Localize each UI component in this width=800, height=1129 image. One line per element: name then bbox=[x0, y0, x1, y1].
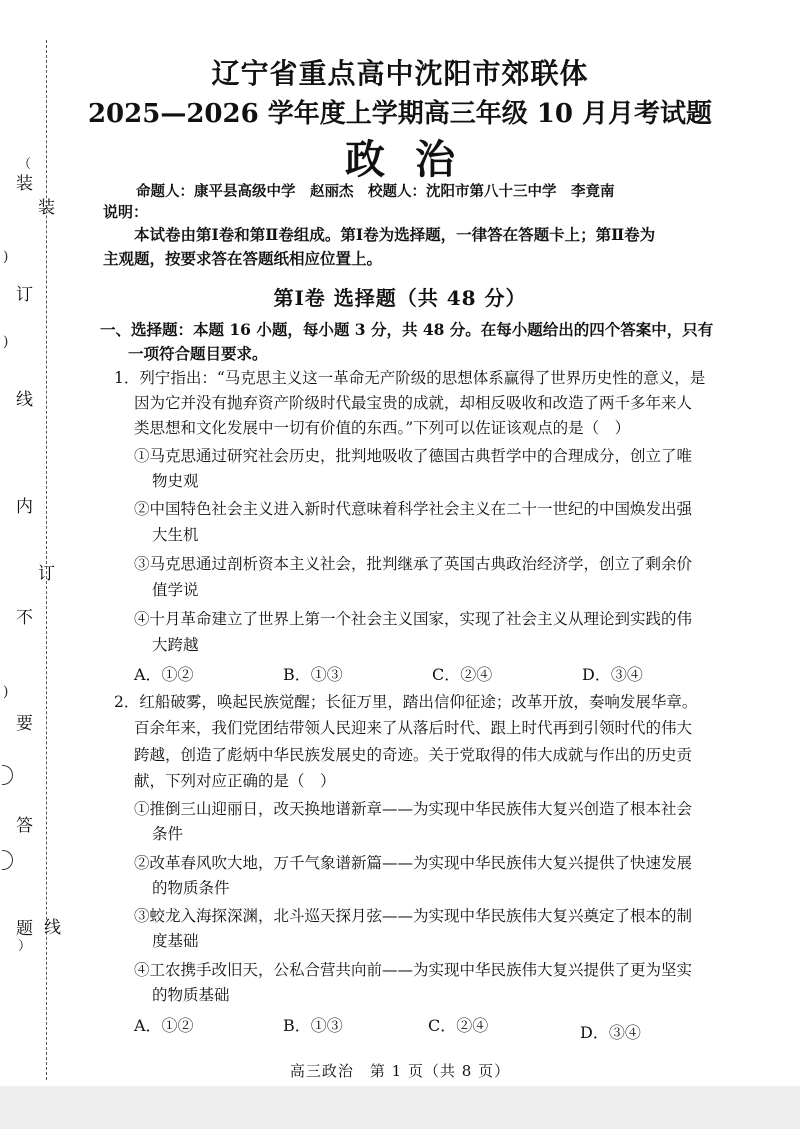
question-2-statement: ④工农携手改旧天，公私合营共向前——为实现中华民族伟大复兴提供了更为坚实 bbox=[134, 961, 693, 979]
margin-char: （ bbox=[18, 157, 32, 172]
margin-char: 线 bbox=[16, 390, 33, 410]
margin-char: 题 bbox=[16, 919, 33, 939]
question-1-statement: 值学说 bbox=[152, 581, 199, 599]
question-1-statement: 大跨越 bbox=[152, 636, 199, 654]
question-2-statement: 的物质基础 bbox=[152, 986, 230, 1004]
margin-char: 订 bbox=[38, 564, 55, 584]
margin-paren: ) bbox=[3, 249, 9, 265]
question-2-statement: ①推倒三山迎丽日，改天换地谱新章——为实现中华民族伟大复兴创造了根本社会 bbox=[134, 800, 693, 818]
question-2-statement: ②改革春风吹大地，万千气象谱新篇——为实现中华民族伟大复兴提供了快速发展 bbox=[134, 854, 693, 872]
question-1-statement: 物史观 bbox=[152, 472, 199, 490]
question-2-option-b[interactable]: B．①③ bbox=[283, 1016, 343, 1035]
note-text: 本试卷由第Ⅰ卷和第Ⅱ卷组成。第Ⅰ卷为选择题，一律答在答题卡上；第Ⅱ卷为 bbox=[134, 225, 656, 244]
question-1-statement: ②中国特色社会主义进入新时代意味着科学社会主义在二十一世纪的中国焕发出强 bbox=[134, 500, 693, 518]
question-1-option-b[interactable]: B．①③ bbox=[283, 665, 343, 684]
exam-title: 2025—2026 学年度上学期高三年级 10 月月考试题 bbox=[87, 99, 713, 129]
question-2-text: 百余年来，我们党团结带领人民迎来了从落后时代、跟上时代再到引领时代的伟大 bbox=[134, 719, 693, 737]
question-1-option-a[interactable]: A．①② bbox=[134, 665, 194, 684]
margin-char: 装 bbox=[38, 198, 55, 218]
margin-paren: ) bbox=[3, 684, 9, 700]
page-footer: 高三政治 第 1 页（共 8 页） bbox=[289, 1062, 511, 1080]
question-2-text: 跨越，创造了彪炳中华民族发展史的奇迹。关于党取得的伟大成就与作出的历史贡 bbox=[134, 746, 693, 764]
margin-char: 装 bbox=[16, 174, 33, 194]
question-1-statement: ①马克思通过研究社会历史，批判地吸收了德国古典哲学中的合理成分，创立了唯 bbox=[134, 447, 693, 465]
question-2-statement: 的物质条件 bbox=[152, 879, 230, 897]
question-1-option-c[interactable]: C．②④ bbox=[432, 665, 493, 684]
margin-char: 内 bbox=[16, 497, 33, 517]
subject-title: 政治 bbox=[345, 136, 485, 183]
question-2-option-d[interactable]: D．③④ bbox=[580, 1023, 641, 1042]
question-1-option-d[interactable]: D．③④ bbox=[582, 665, 643, 684]
section-title: 第Ⅰ卷 选择题（共 48 分） bbox=[273, 286, 527, 310]
question-1-statement: ④十月革命建立了世界上第一个社会主义国家，实现了社会主义从理论到实践的伟 bbox=[134, 610, 693, 628]
section-instruction: 一项符合题目要求。 bbox=[128, 344, 268, 363]
punch-hole-mark bbox=[2, 765, 13, 785]
note-text: 主观题，按要求答在答题纸相应位置上。 bbox=[103, 249, 383, 268]
question-1-text: 因为它并没有抛弃资产阶级时代最宝贵的成就，却相反吸收和改造了两千多年来人 bbox=[134, 394, 693, 412]
question-1-statement: 大生机 bbox=[152, 526, 199, 544]
margin-paren: ) bbox=[3, 334, 9, 350]
question-1-statement: ③马克思通过剖析资本主义社会，批判继承了英国古典政治经济学，创立了剩余价 bbox=[134, 555, 693, 573]
school-title: 辽宁省重点高中沈阳市郊联体 bbox=[211, 57, 589, 90]
note-title: 说明： bbox=[103, 203, 149, 221]
question-2-option-c[interactable]: C．②④ bbox=[428, 1016, 489, 1035]
scan-border bbox=[0, 1086, 800, 1129]
question-2-statement: ③蛟龙入海探深渊，北斗巡天探月弦——为实现中华民族伟大复兴奠定了根本的制 bbox=[134, 907, 693, 925]
margin-char: 订 bbox=[16, 285, 33, 305]
question-2-text: 献，下列对应正确的是（ ） bbox=[134, 772, 336, 790]
margin-char: ） bbox=[18, 939, 32, 954]
margin-char: 要 bbox=[16, 714, 33, 734]
question-1-text: 类思想和文化发展中一切有价值的东西。”下列可以佐证该观点的是（ ） bbox=[134, 419, 631, 437]
margin-char: 不 bbox=[16, 608, 33, 628]
punch-hole-mark bbox=[2, 850, 13, 870]
question-2-option-a[interactable]: A．①② bbox=[134, 1016, 194, 1035]
margin-char: 线 bbox=[44, 918, 61, 938]
authors-line: 命题人：康平县高级中学 赵丽杰 校题人：沈阳市第八十三中学 李竟南 bbox=[136, 183, 615, 200]
question-2-statement: 度基础 bbox=[152, 932, 199, 950]
margin-char: 答 bbox=[16, 816, 33, 836]
section-instruction: 一、选择题：本题 16 小题，每小题 3 分，共 48 分。在每小题给出的四个答案中，只有 bbox=[100, 320, 714, 339]
question-2-statement: 条件 bbox=[152, 825, 184, 843]
question-2-text: 2．红船破雾，唤起民族觉醒；长征万里，踏出信仰征途；改革开放，奏响发展华章。 bbox=[114, 693, 698, 711]
question-1-text: 1．列宁指出：“马克思主义这一革命无产阶级的思想体系赢得了世界历史性的意义，是 bbox=[114, 369, 706, 387]
